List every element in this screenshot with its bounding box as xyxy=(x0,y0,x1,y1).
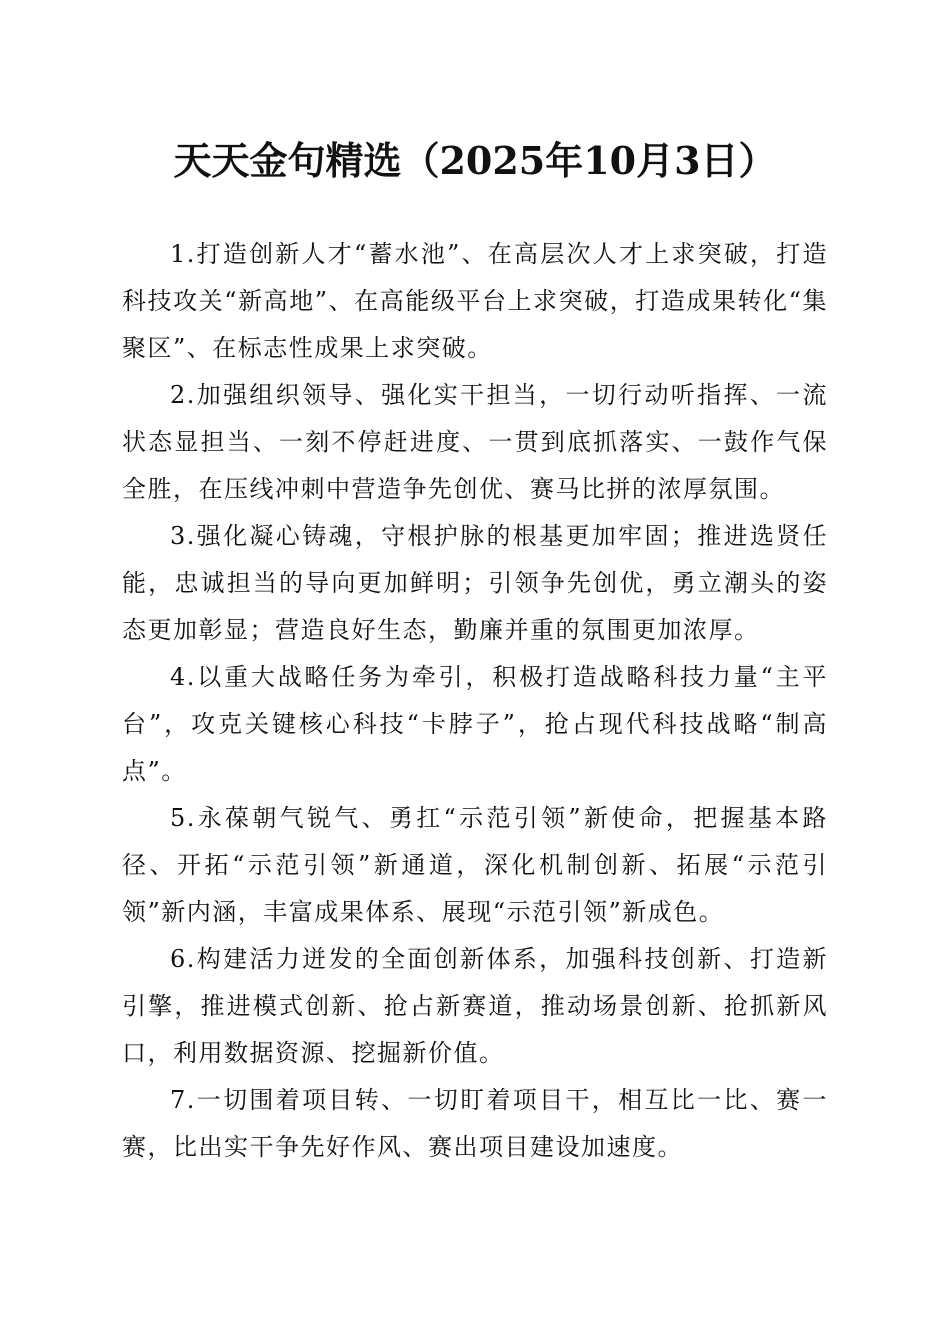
quote-paragraph-1: 1.打造创新人才“蓄水池”、在高层次人才上求突破，打造科技攻关“新高地”、在高能级平台上求突破，打造成果转化“集聚区”、在标志性成果上求突破。 xyxy=(122,240,828,362)
quote-paragraph-3: 3.强化凝心铸魂，守根护脉的根基更加牢固；推进选贤任能，忠诚担当的导向更加鲜明；引领争先创优，勇立潮头的姿态更加彰显；营造良好生态，勤廉并重的氛围更加浓厚。 xyxy=(122,522,828,644)
quote-list xyxy=(122,231,828,1171)
quote-paragraph-2: 2.加强组织领导、强化实干担当，一切行动听指挥、一流状态显担当、一刻不停赶进度、一贯到底抓落实、一鼓作气保全胜，在压线冲刺中营造争先创优、赛马比拼的浓厚氛围。 xyxy=(122,381,828,503)
quote-paragraph-5: 5.永葆朝气锐气、勇扛“示范引领”新使命，把握基本路径、开拓“示范引领”新通道，深化机制创新、拓展“示范引领”新内涵，丰富成果体系、展现“示范引领”新成色。 xyxy=(122,804,828,926)
page-title: 天天金句精选（2025年10月3日） xyxy=(173,138,777,183)
quote-paragraph-6: 6.构建活力迸发的全面创新体系，加强科技创新、打造新引擎，推进模式创新、抢占新赛道，推动场景创新、抢抓新风口，利用数据资源、挖掘新价值。 xyxy=(122,945,828,1067)
quote-paragraph-7: 7.一切围着项目转、一切盯着项目干，相互比一比、赛一赛，比出实干争先好作风、赛出项目建设加速度。 xyxy=(122,1086,828,1161)
quote-paragraph-4: 4.以重大战略任务为牵引，积极打造战略科技力量“主平台”，攻克关键核心科技“卡脖子”，抢占现代科技战略“制高点”。 xyxy=(122,663,828,785)
